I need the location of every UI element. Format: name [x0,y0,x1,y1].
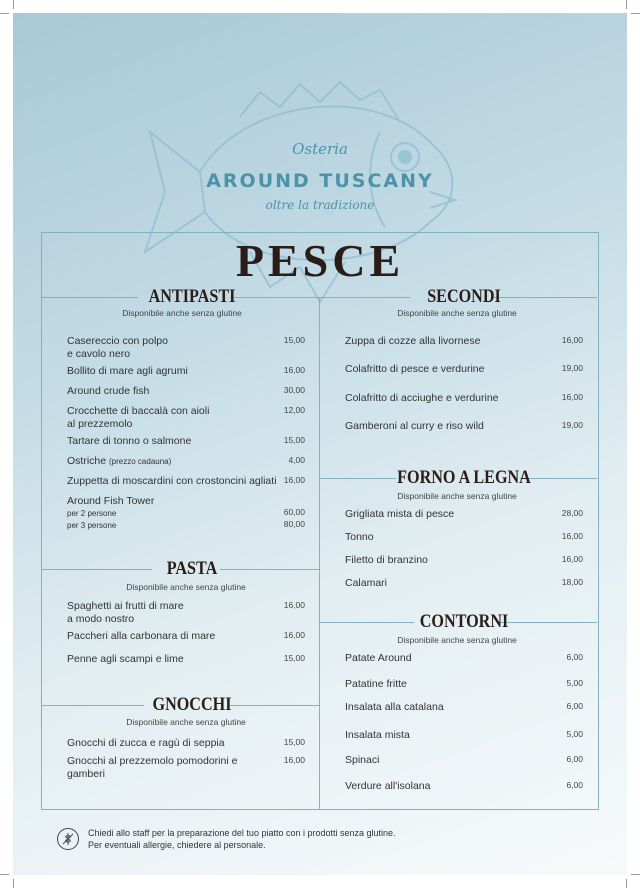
crop-mark [626,879,627,888]
crop-mark [631,874,640,875]
menu-item: Gnocchi di zucca e ragù di seppia [67,737,225,749]
item-price: 80,00 [283,519,305,529]
menu-item: Patatine fritte [345,678,407,690]
item-price: 16,00 [283,630,305,640]
item-price: 6,00 [566,780,583,790]
item-price: 15,00 [283,653,305,663]
menu-item: Zuppa di cozze alla livornese [345,335,481,347]
menu-item: Penne agli scampi e lime [67,653,184,665]
menu-item: Zuppetta di moscardini con crostoncini agliati [67,475,277,487]
section-subtitle: Disponibile anche senza glutine [397,491,517,501]
brand-script: Osteria [292,140,348,158]
menu-item: Casereccio con polpo e cavolo nero [67,335,168,360]
item-price: 16,00 [283,755,305,765]
item-price: 6,00 [566,754,583,764]
item-price: 16,00 [283,475,305,485]
item-price: 15,00 [283,335,305,345]
menu-item: Crocchette di baccalà con aioli al prezzemolo [67,405,210,430]
section-subtitle: Disponibile anche senza glutine [397,308,517,318]
crop-mark [631,13,640,14]
gluten-free-icon [57,828,79,850]
item-price: 6,00 [566,652,583,662]
item-price: 30,00 [283,385,305,395]
item-price: 16,00 [561,554,583,564]
footer-note: Chiedi allo staff per la preparazione del tuo piatto con i prodotti senza glutine. [88,828,396,838]
item-price: 16,00 [561,531,583,541]
menu-item: Grigliata mista di pesce [345,508,455,520]
menu-item: Verdure all'isolana [345,780,431,792]
item-price: 16,00 [561,392,583,402]
section-subtitle: Disponibile anche senza glutine [122,308,242,318]
item-price: 15,00 [283,435,305,445]
menu-item: Paccheri alla carbonara di mare [67,630,216,642]
item-price: 12,00 [283,405,305,415]
item-price: 18,00 [561,577,583,587]
menu-item: Gnocchi al prezzemolo pomodorini e gamberi [67,755,238,780]
section-title-pasta: PASTA [166,558,218,579]
item-price: 16,00 [283,600,305,610]
item-price: 28,00 [561,508,583,518]
item-price: 4,00 [288,455,305,465]
section-subtitle: Disponibile anche senza glutine [397,635,517,645]
item-price: 60,00 [283,507,305,517]
item-variant: per 3 persone [67,521,117,530]
menu-item: Bollito di mare agli agrumi [67,365,188,377]
item-price: 6,00 [566,701,583,711]
menu-item: Filetto di branzino [345,554,428,566]
menu-item: Around crude fish [67,385,150,397]
item-price: 5,00 [566,729,583,739]
page-title: PESCE [235,235,405,286]
brand-tagline: oltre la tradizione [265,198,375,212]
item-price: 19,00 [561,363,583,373]
item-price: 15,00 [283,737,305,747]
crop-mark [13,0,14,9]
item-variant: per 2 persone [67,509,117,518]
footer-allergy-note: Per eventuali allergie, chiedere al personale. [88,840,266,850]
crop-mark [0,874,9,875]
item-price: 16,00 [561,335,583,345]
section-title-contorni: CONTORNI [419,611,509,632]
section-subtitle: Disponibile anche senza glutine [126,717,246,727]
menu-item: Spaghetti ai frutti di mare a modo nostro [67,600,184,625]
item-price: 16,00 [283,365,305,375]
item-price: 19,00 [561,420,583,430]
menu-item: Colafritto di pesce e verdurine [345,363,485,375]
menu-item: Insalata mista [345,729,410,741]
menu-item: Calamari [345,577,388,589]
menu-item: Gamberoni al curry e riso wild [345,420,484,432]
item-price: 5,00 [566,678,583,688]
menu-item: Tonno [345,531,374,543]
menu-item: Spinaci [345,754,380,766]
menu-item: Ostriche (prezzo cadauna) [67,455,172,467]
crop-mark [626,0,627,9]
menu-item: Around Fish Tower per 2 persone per 3 persone [67,495,155,530]
section-title-forno-a-legna: FORNO A LEGNA [397,467,531,488]
item-note: (prezzo cadauna) [109,457,172,466]
crop-mark [0,13,9,14]
section-title-gnocchi: GNOCCHI [152,694,232,715]
menu-item: Patate Around [345,652,412,664]
section-subtitle: Disponibile anche senza glutine [126,582,246,592]
column-divider [319,297,320,809]
menu-item: Tartare di tonno o salmone [67,435,192,447]
menu-item: Colafritto di acciughe e verdurine [345,392,499,404]
section-title-secondi: SECONDI [427,286,501,307]
menu-item: Insalata alla catalana [345,701,444,713]
crop-mark [13,879,14,888]
section-title-antipasti: ANTIPASTI [148,286,236,307]
brand-name: AROUND TUSCANY [206,170,434,192]
